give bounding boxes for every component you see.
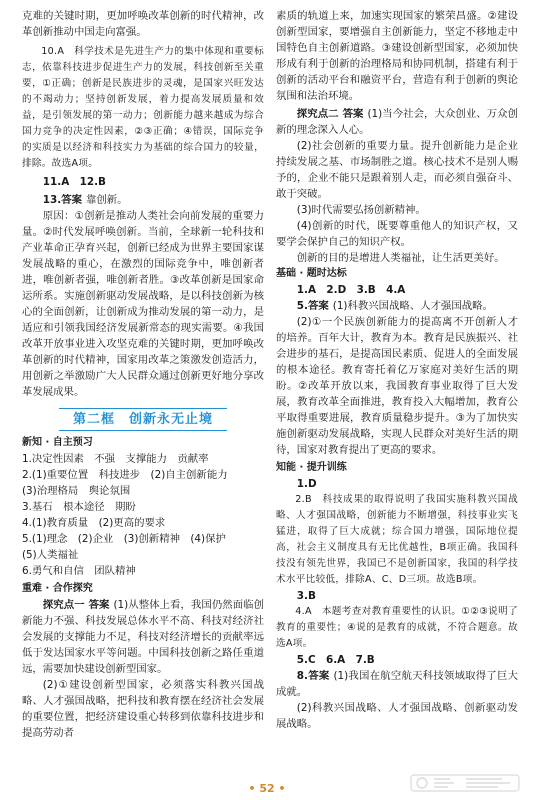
tanjiu-2-p2: (2)社会创新的重要力量。提升创新能力是企业持续发展之基、市场制胜之道。核心技术不是别人赐予的，企业不能只是跟着别人走，而必须自强奋斗、敢于突破。 xyxy=(276,140,518,200)
tanjiu-label: 探究点二 xyxy=(296,108,339,120)
paragraph: 克难的关键时期，更加呼唤改革创新的时代精神，改革创新推动中国走向富强。 xyxy=(22,10,264,38)
watermark-logo-icon xyxy=(410,772,520,794)
xz-line: 2.(1)重要位置 科技进步 (2)自主创新能力 xyxy=(22,469,228,481)
answer-label: 5.答案 xyxy=(296,300,329,312)
answer-t1: 1.D xyxy=(296,478,317,490)
answer-label: 答案 xyxy=(342,108,364,120)
answer-13-title: 靠创新。 xyxy=(86,194,128,206)
xz-line: 1.决定性因素 不强 支撑能力 贡献率 xyxy=(22,453,209,465)
answer-5-body: (2)①一个民族创新能力的提高离不开创新人才的培养。百年大计，教育为本。教育是民族振兴、社会进步的基石，是提高国民素质、促进人的全面发展的根本途径。教育寄托着亿万家庭对美好生活的期盼。②改革开放以来，我国教育事业取得了巨大发展，教育改革全面推进，教育投入大幅增加，教育公平取得重要进展，教育质量稳步提升。③为了加快实施创新驱动发展战略，实现人民群众对美好生活的期待，国家对教育提出了更高的要求。 xyxy=(276,316,518,456)
subsection-head-xinzhi: 新知 · 自主预习 xyxy=(22,437,93,448)
answer-8 xyxy=(276,668,518,700)
xz-line: 6.勇气和自信 团队精神 xyxy=(22,565,136,577)
tanjiu-2-p3: (3)时代需要弘扬创新精神。 xyxy=(296,204,426,216)
answer-t3: 3.B xyxy=(296,590,316,602)
tanjiu-1-body: (1)从整体上看，我国仍然面临创新能力不强、科技发展总体水平不高、科技对经济社会发展的支撑能力不足，科技对经济增长的贡献率远低于发达国家水平等问题。中国科技创新之路任重道远，需要加快建设创新型国家。 xyxy=(22,599,265,675)
tanjiu-1-p2: (2)①建设创新型国家，必须落实科教兴国战略、人才强国战略，把科技和教育摆在经济社会发展的重要位置，把经济建设重心转移到依靠科技进步和提高劳动者 xyxy=(22,679,264,739)
xz-line: 4.(1)教育质量 (2)更高的要求 xyxy=(22,517,166,529)
left-column xyxy=(22,8,264,741)
subsection-head-tisheng: 知能 · 提升训练 xyxy=(276,462,347,473)
answer-11-12: 11.A 12.B xyxy=(42,176,106,188)
xz-line: (3)治理格局 舆论氛围 xyxy=(22,485,131,497)
subsection-head-hezuo: 重难 · 合作探究 xyxy=(22,583,93,594)
tanjiu-label: 探究点一 xyxy=(42,599,85,611)
paragraph: 素质的轨道上来，加速实现国家的繁荣昌盛。②建设创新型国家，要增强自主创新能力，坚定不移地走中国特色自主创新道路。③建设创新型国家，必须加快形成有利于创新的治理格局和协同机制，搭建有利于创新的活动平台和融资平台，营造有利于创新的舆论氛围和法治环境。 xyxy=(276,10,518,102)
answer-13-head xyxy=(22,192,264,208)
tanjiu-2-body: (1)当今社会，大众创业、万众创新的理念深入人心。 xyxy=(276,108,519,136)
tanjiu-1 xyxy=(22,597,264,677)
xz-line: 5.(1)理念 (2)企业 (3)创新精神 (4)保护 xyxy=(22,533,226,545)
subsection-head-jichu: 基础 · 题时达标 xyxy=(276,268,347,279)
answers-5-7: 5.C 6.A 7.B xyxy=(296,654,375,666)
answer-label: 13.答案 xyxy=(42,194,82,206)
answer-5-title: (1)科教兴国战略、人才强国战略。 xyxy=(332,300,493,312)
xz-line: (5)人类福祉 xyxy=(22,549,79,561)
right-column xyxy=(276,8,518,732)
answer-13-body: 原因：①创新是推动人类社会向前发展的重要力量。②时代发展呼唤创新。当前，全球新一轮科技和产业革命正孕育兴起，创新已经成为世界主要国家谋发展战略的重心，在激烈的国际竞争中，唯创新者进，唯创新者强，唯创新者胜。③改革创新是国家命运所系。实施创新驱动发展战略，是以科技创新为核心的全面创新，让创新成为推动发展的第一动力，是适应和引领我国经济发展新常态的现实需要。④我国改革开放事业进入攻坚克难的关键时期，更加呼唤改革创新的时代精神，国家用改革之策激发创造活力，用创新之举激励广大人民群众通过创新更好地分享改革发展成果。 xyxy=(22,210,264,398)
answer-t2: 2.B 科技成果的取得说明了我国实施科教兴国战略、人才强国战略，创新能力不断增强，科技事业实飞猛进，取得了巨大成就；综合国力增强，国际地位提高，社会主义制度具有无比优越性，B项正确。我国科技没有领先世界，我国已不是创新国家，我国的科学技术水平比较低，排除A、C、D三项。故选B项。 xyxy=(276,494,518,585)
section-title: 第二框 创新永无止境 xyxy=(22,408,264,431)
xz-line: 3.基石 根本途径 期盼 xyxy=(22,501,136,513)
answer-8-body: (1)我国在航空航天科技领域取得了巨大成就。 xyxy=(276,670,518,698)
tanjiu-2-p5: 创新的目的是增进人类福祉，让生活更美好。 xyxy=(296,252,505,264)
answers-1-4: 1.A 2.D 3.B 4.A xyxy=(296,284,406,296)
answer-label: 答案 xyxy=(88,599,110,611)
answer-5-head xyxy=(276,298,518,314)
answer-10: 10.A 科学技术是先进生产力的集中体现和重要标志，依靠科技进步促进生产力的发展，科技创新至关重要，①正确；创新是民族进步的灵魂，是国家兴旺发达的不竭动力；坚持创新发展，着力提高发展质量和效益，是引领发展的第一动力；创新能力越来越成为综合国力竞争的决定性因素，②③正确；④错误，国际竞争的实质是以经济和科技实力为基础的综合国力的较量，排除。故选A项。 xyxy=(22,46,264,169)
tanjiu-2-p4: (4)创新的时代，既要尊重他人的知识产权，又要学会保护自己的知识产权。 xyxy=(276,220,518,248)
tanjiu-2 xyxy=(276,106,518,138)
answer-8-p2: (2)科教兴国战略、人才强国战略、创新驱动发展战略。 xyxy=(276,702,518,730)
answer-label: 8.答案 xyxy=(296,670,330,682)
page-number: • 52 • xyxy=(248,782,286,795)
answer-t4: 4.A 本题考查对教育重要性的认识。①②③说明了教育的重要性；④说的是教育的成就，不符合题意。故选A项。 xyxy=(276,606,518,649)
